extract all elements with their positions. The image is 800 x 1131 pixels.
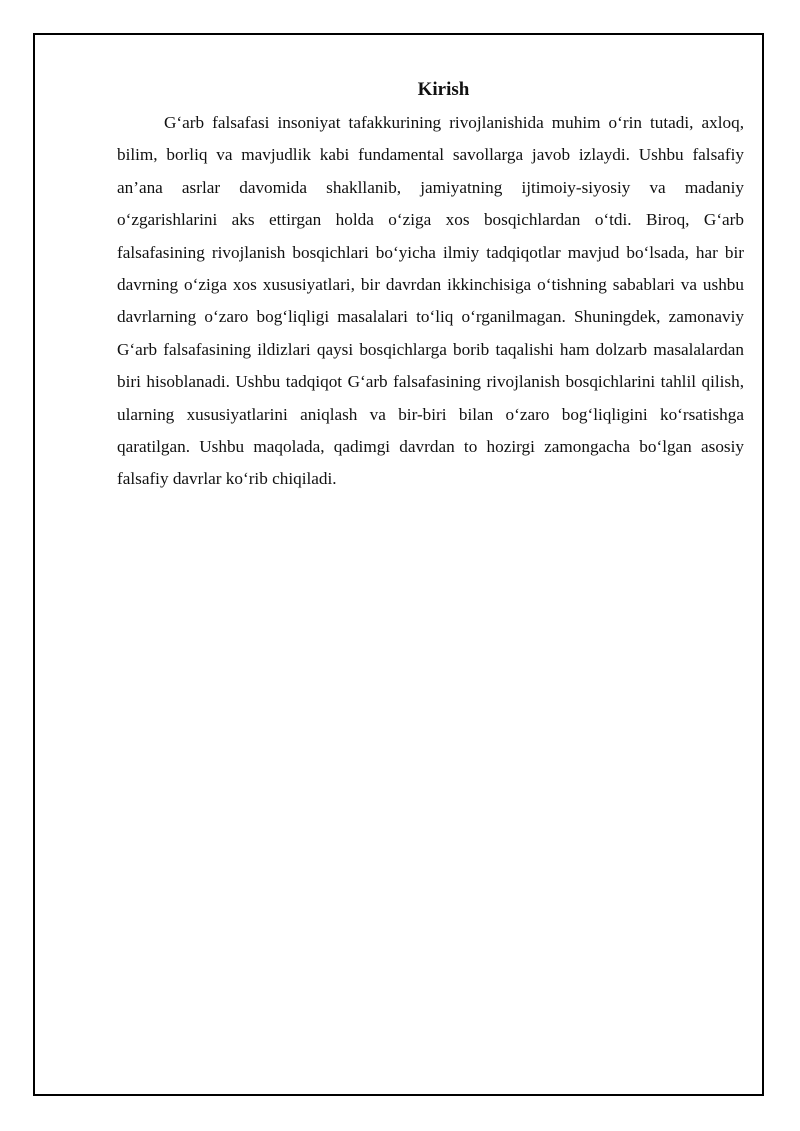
- section-heading: Kirish: [417, 79, 470, 100]
- page-content: [117, 77, 744, 496]
- body-paragraph: G‘arb falsafasi insoniyat tafakkurining rivojlanishida muhim o‘rin tutadi, axloq, bilim, borliq va mavjudlik kabi fundamental savollarga javob izlaydi. Ushbu falsafiy an’ana asrlar davomida shakllanib, jamiyatning ijtimoiy-siyosiy va madaniy o‘zgarishlarini aks ettirgan holda o‘ziga xos bosqichlardan o‘tdi. Biroq, G‘arb falsafasining rivojlanish bosqichlari bo‘yicha ilmiy tadqiqotlar mavjud bo‘lsada, har bir davrning o‘ziga xos xususiyatlari, bir davrdan ikkinchisiga o‘tishning sabablari va ushbu davrlarning o‘zaro bog‘liqligi masalalari to‘liq o‘rganilmagan. Shuningdek, zamonaviy G‘arb falsafasining ildizlari qaysi bosqichlarga borib taqalishi ham dolzarb masalalardan biri hisoblanadi. Ushbu tadqiqot G‘arb falsafasining rivojlanish bosqichlarini tahlil qilish, ularning xususiyatlarini aniqlash va bir-biri bilan o‘zaro bog‘liqligini ko‘rsatishga qaratilgan. Ushbu maqolada, qadimgi davrdan to hozirgi zamongacha bo‘lgan asosiy falsafiy davrlar ko‘rib chiqiladi.: [117, 113, 744, 489]
- page-border: [33, 33, 764, 1096]
